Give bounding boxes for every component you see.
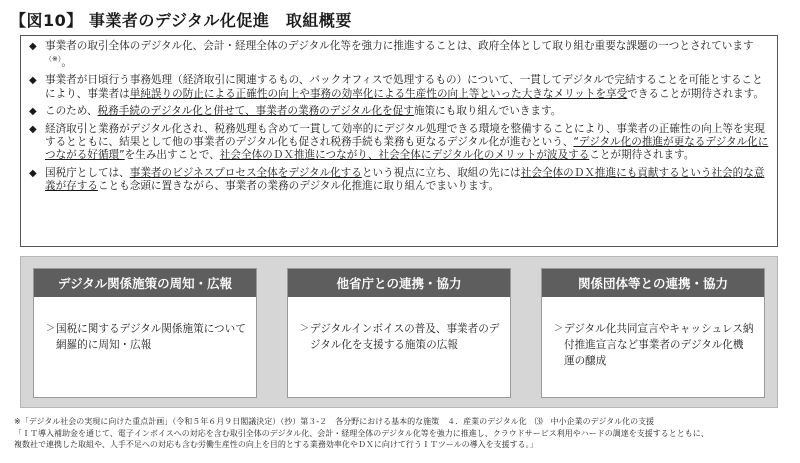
text-segment: 。 <box>61 56 72 69</box>
underlined-phrase: 社会全体のＤＸ推進にも貢献するという社会的な意義が存する <box>45 166 765 193</box>
text-segment: 国税庁としては、 <box>45 166 130 179</box>
bullet-item <box>29 74 769 101</box>
footnote <box>14 416 794 451</box>
diamond-bullet-icon: ◆ <box>29 75 37 87</box>
card-publicity-header: デジタル関係施策の周知・広報 <box>34 269 256 297</box>
bullet-item <box>29 123 769 163</box>
overview-panel <box>20 35 778 247</box>
bullet-text <box>45 167 769 194</box>
figure-title: 【図10】 事業者のデジタル化促進 取組概要 <box>10 11 352 30</box>
diamond-bullet-icon: ◆ <box>29 106 37 118</box>
diamond-bullet-icon: ◆ <box>29 123 37 135</box>
underlined-phrase: 社会全体のＤＸ推進につながり、社会全体にデジタル化のメリットが波及する <box>219 149 590 162</box>
bullet-text <box>45 40 769 70</box>
card-publicity-text: 国税に関するデジタル関係施策について網羅的に周知・広報 <box>56 323 246 351</box>
underlined-phrase: 事業者のビジネスプロセス全体をデジタル化する <box>129 166 362 179</box>
bullet-text <box>45 123 769 163</box>
underlined-phrase: “デジタル化の推進が更なるデジタル化につながる好循環” <box>45 135 769 162</box>
text-segment: （※） <box>45 55 62 64</box>
text-segment: できることが期待されます。 <box>627 87 765 100</box>
bullet-text <box>45 105 769 118</box>
footnote-line: ※「デジタル社会の実現に向けた重点計画」（令和５年６月９日閣議決定）（抄）第３-２ 各分野における基本的な施策 ４．産業のデジタル化 ⑶ 中小企業のデジタル化の支援 <box>14 417 655 426</box>
chevron-right-icon: ＞ <box>46 324 56 334</box>
card-organizations-text: デジタル化共同宣言やキャッシュレス納付推進宣言など事業者のデジタル化機運の醸成 <box>564 323 754 367</box>
card-publicity-content <box>46 321 246 353</box>
bullet-item <box>29 167 769 194</box>
underlined-phrase: 単純誤りの防止による正確性の向上や事務の効率化による生産性の向上等といった大きなメリットを享受 <box>129 87 628 100</box>
card-ministries-text: デジタルインボイスの普及、事業者のデジタル化を支援する施策の広報 <box>310 323 500 351</box>
bullet-text <box>45 74 769 101</box>
card-ministries-header: 他省庁との連携・協力 <box>288 269 510 297</box>
text-segment: 事業者が日頃行う事務処理（経済取引に関連するもの、バックオフィスで処理するもの）について、一貫してデジタルで完結することを可能とすることにより、事業者は <box>45 74 763 100</box>
text-segment: 経済取引と業務がデジタル化され、税務処理も含めて一貫して効率的にデジタル処理できる環境を整備することにより、事業者の正確性の向上等を実現するとともに、結果として他の事業者のデジタル化も促され税務手続も業務も更なるデジタル化が進むという、 <box>45 122 765 148</box>
initiatives-band <box>20 256 778 408</box>
text-segment: 事業者の取引全体のデジタル化、会計・経理全体のデジタル化等を強力に推進することは、政府全体として取り組む重要な課題の一つとされています <box>45 40 754 52</box>
underlined-phrase: 税務手続のデジタル化と併せて、事業者の業務のデジタル化を促す <box>97 105 414 118</box>
footnote-line: 複数社で連携した取組や、人手不足への対応も含む労働生産性の向上を目的とする業務効率化やＤＸに向けて行うＩＴツールの導入を支援する。」 <box>14 440 538 449</box>
bullet-item <box>29 105 769 118</box>
card-ministries <box>287 268 511 398</box>
text-segment: という視点に立ち、取組の先には <box>361 166 521 179</box>
card-organizations <box>541 268 765 398</box>
chevron-right-icon: ＞ <box>300 324 310 334</box>
text-segment: このため、 <box>45 105 98 118</box>
card-organizations-header: 関係団体等との連携・協力 <box>542 269 764 297</box>
card-publicity <box>33 268 257 398</box>
card-organizations-content <box>554 321 754 369</box>
card-ministries-content <box>300 321 500 353</box>
text-segment: ことが期待されます。 <box>589 149 695 162</box>
bullet-item <box>29 40 769 70</box>
diamond-bullet-icon: ◆ <box>29 167 37 179</box>
text-segment: 施策にも取り組んでいきます。 <box>413 105 562 118</box>
text-segment: ことも念頭に置きながら、事業者の業務のデジタル化推進に取り組んでまいります。 <box>97 180 500 193</box>
bullet-list <box>29 40 769 194</box>
chevron-right-icon: ＞ <box>554 324 564 334</box>
footnote-line: 「ＩＴ導入補助金を通じて、電子インボイスへの対応を含む取引全体のデジタル化、会計・経理全体のデジタル化等を強力に推進し、クラウドサービス利用やハードの調達を支援するとともに、 <box>14 428 709 438</box>
text-segment: を生み出すことで、 <box>124 149 220 162</box>
diamond-bullet-icon: ◆ <box>29 41 37 52</box>
